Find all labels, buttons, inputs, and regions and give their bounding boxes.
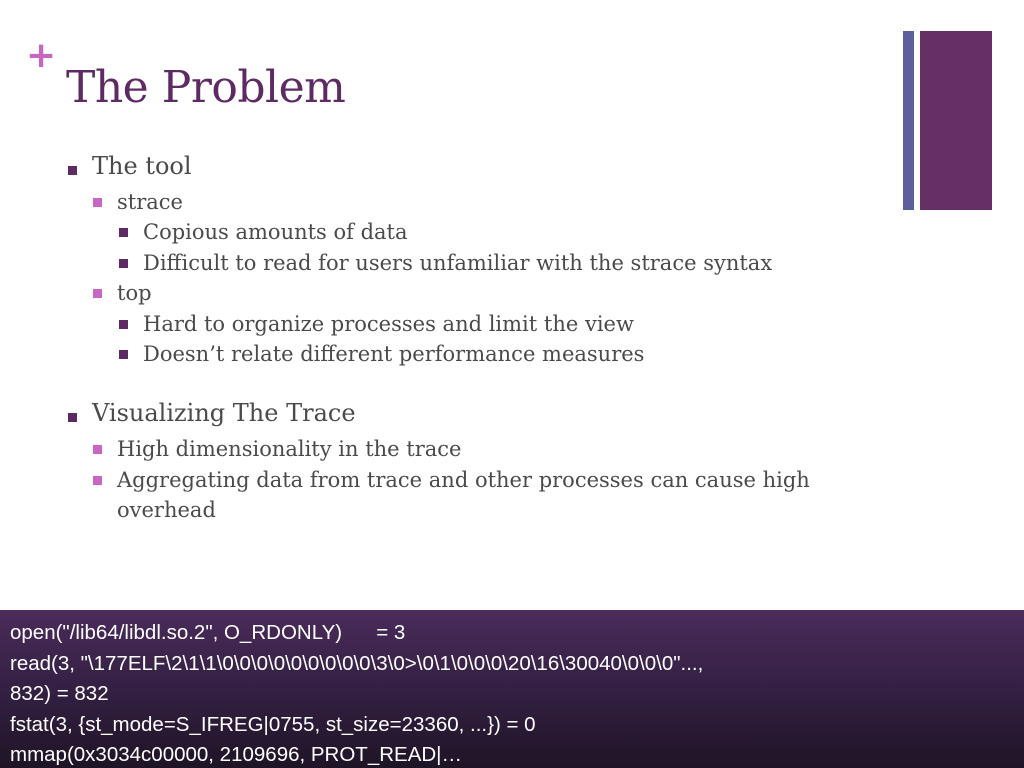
square-bullet-icon	[68, 166, 77, 175]
sub-list	[92, 187, 886, 370]
bullet-strace	[66, 187, 886, 278]
square-bullet-icon	[93, 445, 102, 454]
code-line: open("/lib64/libdl.so.2", O_RDONLY) = 3	[10, 621, 406, 644]
decorative-bar-thick	[920, 31, 992, 210]
square-bullet-icon	[93, 289, 102, 298]
bullet-label: Visualizing The Trace	[92, 399, 356, 428]
bullet-doesnt-relate	[117, 339, 886, 369]
bullet-copious-data	[117, 217, 886, 247]
strace-output-panel	[0, 610, 1024, 768]
square-bullet-icon	[119, 350, 128, 359]
square-bullet-icon	[119, 320, 128, 329]
sub-list	[92, 434, 886, 525]
sub-sub-list	[117, 309, 886, 370]
square-bullet-icon	[119, 228, 128, 237]
bullet-label: Difficult to read for users unfamiliar with the strace syntax	[143, 250, 773, 275]
bullet-label: Copious amounts of data	[143, 220, 408, 245]
slide-title: The Problem	[66, 62, 346, 113]
bullet-hard-to-organize	[117, 309, 886, 339]
bullet-label: Doesn’t relate different performance measures	[143, 341, 645, 366]
plus-icon: +	[26, 35, 57, 76]
square-bullet-icon	[93, 476, 102, 485]
bullet-label: Aggregating data from trace and other processes can cause high overhead	[117, 467, 810, 523]
code-line: 832) = 832	[10, 682, 109, 705]
code-line: mmap(0x3034c00000, 2109696, PROT_READ|…	[10, 743, 463, 766]
square-bullet-icon	[93, 198, 102, 207]
code-line: read(3, "\177ELF\2\1\1\0\0\0\0\0\0\0\0\0\3\0>\0\1\0\0\0\20\16\30040\0\0\0"...,	[10, 651, 704, 675]
bullet-difficult-to-read	[117, 248, 886, 278]
bullet-the-tool	[66, 152, 886, 369]
bullet-visualizing-trace	[66, 399, 886, 525]
bullet-list	[66, 152, 886, 526]
bullet-label: Hard to organize processes and limit the view	[143, 311, 634, 336]
square-bullet-icon	[119, 259, 128, 268]
bullet-label: top	[117, 281, 152, 306]
sub-sub-list	[117, 217, 886, 278]
bullet-high-dimensionality	[66, 434, 886, 464]
bullet-top	[66, 278, 886, 369]
decorative-bar-thin	[903, 31, 914, 210]
bullet-label: strace	[117, 189, 183, 214]
square-bullet-icon	[68, 413, 77, 422]
slide-content	[66, 152, 886, 526]
bullet-label: High dimensionality in the trace	[117, 437, 462, 462]
bullet-aggregating-data	[66, 465, 886, 526]
bullet-label: The tool	[92, 152, 192, 180]
code-line: fstat(3, {st_mode=S_IFREG|0755, st_size=23360, ...}) = 0	[10, 712, 536, 736]
